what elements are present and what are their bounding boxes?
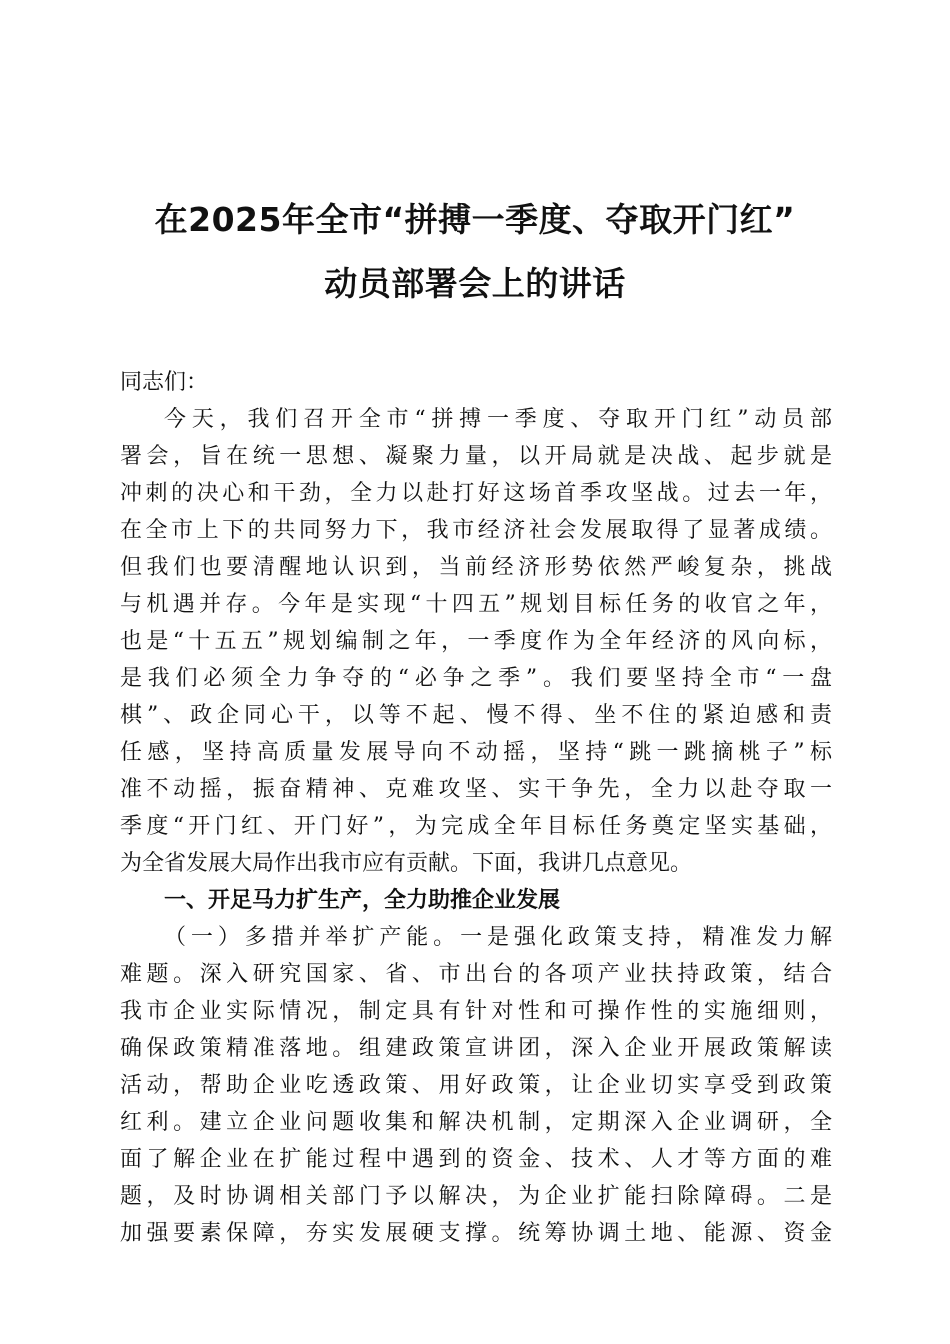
paragraph-section-1: [120, 919, 832, 1252]
paragraph-line: 任感，坚持高质量发展导向不动摇，坚持“跳一跳摘桃子”标: [120, 740, 832, 765]
paragraph-line: 确保政策精准落地。组建政策宣讲团，深入企业开展政策解读: [120, 1036, 832, 1061]
paragraph-line: 题，及时协调相关部门予以解决，为企业扩能扫除障碍。二是: [120, 1184, 832, 1209]
paragraph-line: 冲刺的决心和干劲，全力以赴打好这场首季攻坚战。过去一年，: [120, 481, 832, 506]
title-line-1: 在2025年全市“拼搏一季度、夺取开门红”: [154, 200, 796, 239]
paragraph-line: 署会，旨在统一思想、凝聚力量，以开局就是决战、起步就是: [120, 444, 832, 469]
paragraph-line: 是我们必须全力争夺的“必争之季”。我们要坚持全市“一盘: [120, 666, 832, 691]
paragraph-line: 为全省发展大局作出我市应有贡献。下面，我讲几点意见。: [120, 851, 693, 876]
paragraph-line: 棋”、政企同心干，以等不起、慢不得、坐不住的紧迫感和责: [120, 703, 832, 728]
paragraph-line: 季度“开门红、开门好”，为完成全年目标任务奠定坚实基础，: [120, 814, 832, 839]
paragraph-line: 今天，我们召开全市“拼搏一季度、夺取开门红”动员部: [164, 407, 832, 432]
title-line-2: 动员部署会上的讲话: [324, 264, 626, 303]
paragraph-line: 我市企业实际情况，制定具有针对性和可操作性的实施细则，: [120, 999, 832, 1024]
paragraph-line: （一）多措并举扩产能。一是强化政策支持，精准发力解: [164, 925, 832, 950]
section-heading: 一、开足马力扩生产，全力助推企业发展: [164, 888, 561, 913]
paragraph-line: 也是“十五五”规划编制之年，一季度作为全年经济的风向标，: [120, 629, 832, 654]
paragraph-line: 与机遇并存。今年是实现“十四五”规划目标任务的收官之年，: [120, 592, 832, 617]
document-body: [120, 364, 832, 1252]
paragraph-line: 但我们也要清醒地认识到，当前经济形势依然严峻复杂，挑战: [120, 555, 832, 580]
paragraph-intro: [120, 401, 832, 882]
paragraph-line: 活动，帮助企业吃透政策、用好政策，让企业切实享受到政策: [120, 1073, 832, 1098]
paragraph-line: 面了解企业在扩能过程中遇到的资金、技术、人才等方面的难: [120, 1147, 832, 1172]
paragraph-line: 准不动摇，振奋精神、克难攻坚、实干争先，全力以赴夺取一: [120, 777, 832, 802]
paragraph-line: 红利。建立企业问题收集和解决机制，定期深入企业调研，全: [120, 1110, 832, 1135]
salutation: 同志们：: [120, 370, 209, 395]
paragraph-line: 难题。深入研究国家、省、市出台的各项产业扶持政策，结合: [120, 962, 832, 987]
paragraph-line: 加强要素保障，夯实发展硬支撑。统筹协调土地、能源、资金: [120, 1221, 832, 1246]
document-title: [40, 188, 910, 316]
paragraph-line: 在全市上下的共同努力下，我市经济社会发展取得了显著成绩。: [120, 518, 832, 543]
